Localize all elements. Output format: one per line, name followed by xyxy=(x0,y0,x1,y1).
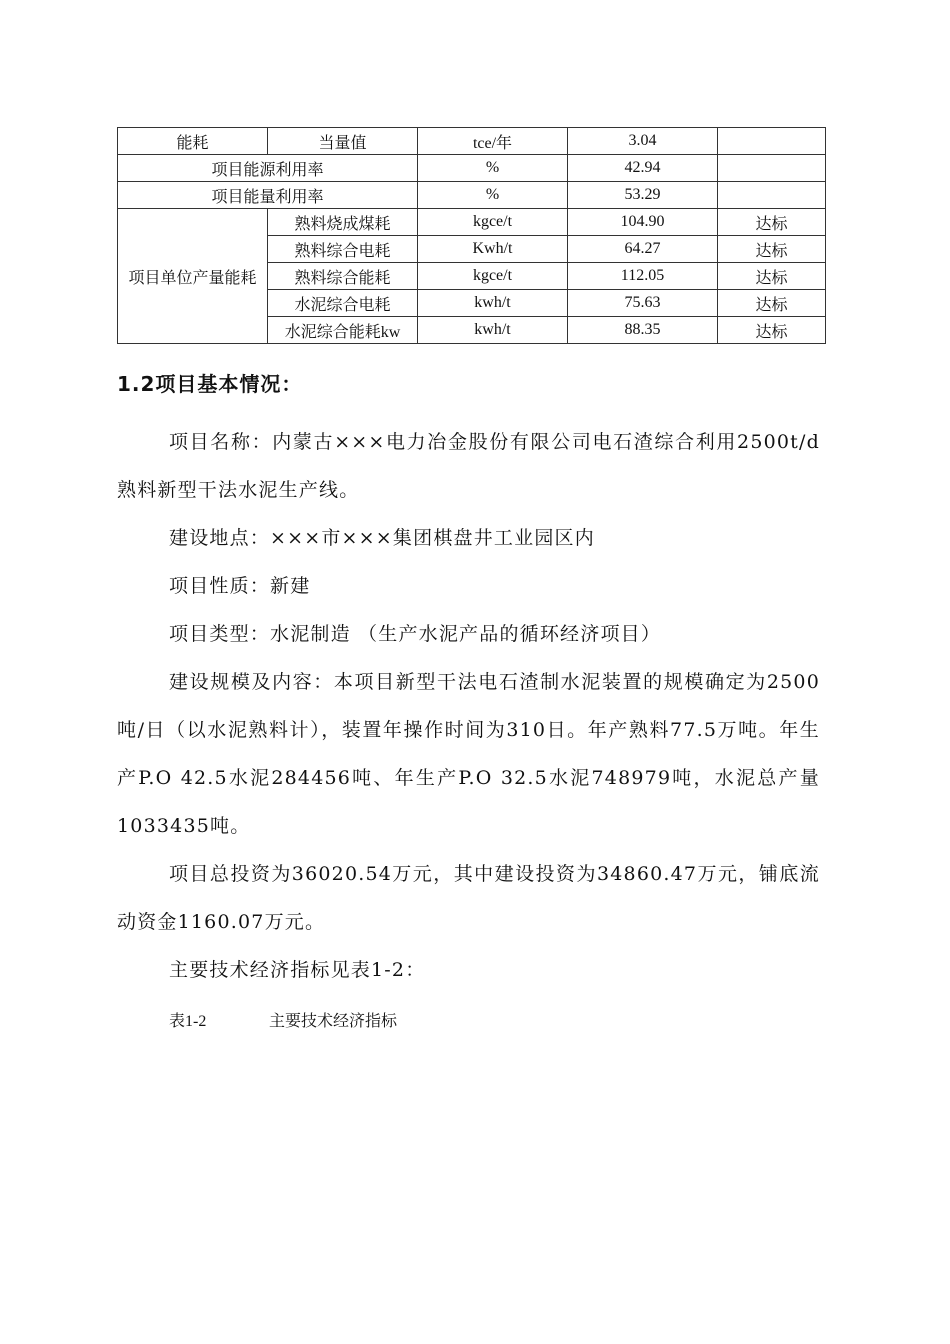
paragraph-scale: 建设规模及内容：本项目新型干法电石渣制水泥装置的规模确定为2500吨/日（以水泥熟料计），装置年操作时间为310日。年产熟料77.5万吨。年生产P.O 42.5水泥284456吨、年生产P.O 32.5水泥748979吨，水泥总产量1033435吨。 xyxy=(117,671,820,837)
table-cell: Kwh/t xyxy=(418,236,568,263)
table-row xyxy=(118,209,826,236)
table-cell: 88.35 xyxy=(568,317,718,344)
table-cell: kgce/t xyxy=(418,209,568,236)
table-cell: 75.63 xyxy=(568,290,718,317)
caption-number: 表1-2 xyxy=(169,1013,207,1030)
table-cell: 42.94 xyxy=(568,155,718,182)
table-cell: 熟料综合电耗 xyxy=(268,236,418,263)
table-cell xyxy=(718,128,826,155)
table-cell: 熟料综合能耗 xyxy=(268,263,418,290)
table-cell: 水泥综合能耗kw xyxy=(268,317,418,344)
table-cell: 项目能源利用率 xyxy=(118,155,418,182)
paragraph-indicators-intro: 主要技术经济指标见表1-2： xyxy=(169,959,426,981)
table-cell: 当量值 xyxy=(268,128,418,155)
table-cell: % xyxy=(418,155,568,182)
table-cell: kgce/t xyxy=(418,263,568,290)
table-cell: 熟料烧成煤耗 xyxy=(268,209,418,236)
paragraph-nature: 项目性质：新建 xyxy=(169,575,311,597)
table-cell: 达标 xyxy=(718,209,826,236)
paragraph-type: 项目类型：水泥制造 （生产水泥产品的循环经济项目） xyxy=(169,623,662,645)
group-label-cell: 项目单位产量能耗 xyxy=(118,209,268,344)
table-cell: % xyxy=(418,182,568,209)
table-cell xyxy=(718,182,826,209)
table-cell: 3.04 xyxy=(568,128,718,155)
table-caption xyxy=(169,1008,397,1031)
paragraph-investment: 项目总投资为36020.54万元，其中建设投资为34860.47万元，铺底流动资金1160.07万元。 xyxy=(117,863,820,933)
table-cell: 达标 xyxy=(718,317,826,344)
table-cell: 112.05 xyxy=(568,263,718,290)
table-cell: tce/年 xyxy=(418,128,568,155)
table-row xyxy=(118,128,826,155)
table-cell: 能耗 xyxy=(118,128,268,155)
paragraph-project-name: 项目名称：内蒙古×××电力冶金股份有限公司电石渣综合利用2500t/d熟料新型干法水泥生产线。 xyxy=(117,431,820,501)
table-cell: 达标 xyxy=(718,236,826,263)
table-cell: 104.90 xyxy=(568,209,718,236)
table-cell xyxy=(718,155,826,182)
table-cell: 达标 xyxy=(718,263,826,290)
table-row xyxy=(118,182,826,209)
table-cell: kwh/t xyxy=(418,290,568,317)
energy-metrics-table xyxy=(117,127,826,344)
section-heading: 1.2项目基本情况： xyxy=(117,372,303,396)
table-cell: 项目能量利用率 xyxy=(118,182,418,209)
table-cell: 64.27 xyxy=(568,236,718,263)
table-cell: 53.29 xyxy=(568,182,718,209)
table-cell: 达标 xyxy=(718,290,826,317)
table-cell: kwh/t xyxy=(418,317,568,344)
table-cell: 水泥综合电耗 xyxy=(268,290,418,317)
paragraph-location: 建设地点：×××市×××集团棋盘井工业园区内 xyxy=(169,527,595,549)
table-row xyxy=(118,155,826,182)
caption-title: 主要技术经济指标 xyxy=(269,1013,398,1030)
